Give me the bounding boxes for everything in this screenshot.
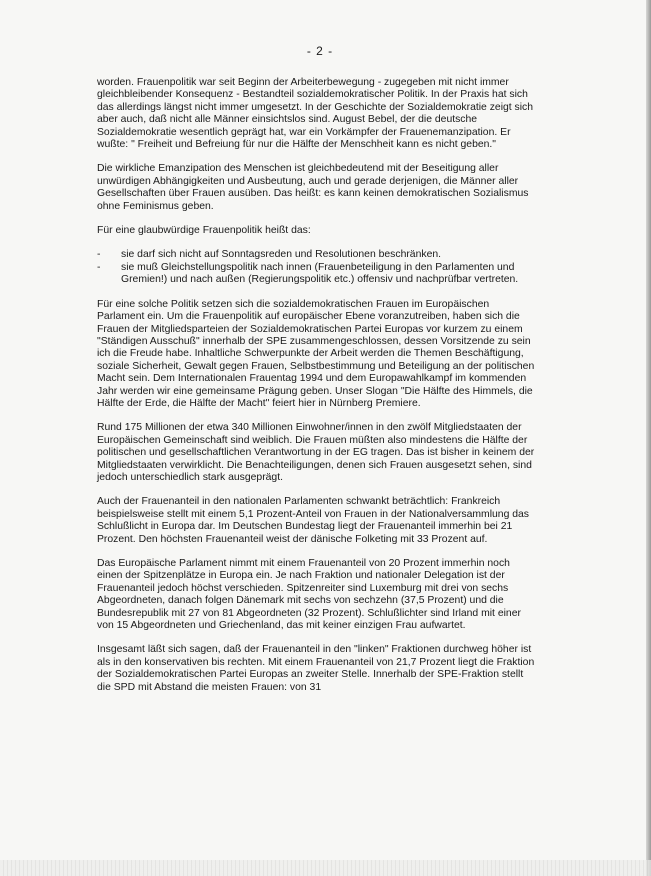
document-body bbox=[97, 77, 537, 706]
paragraph: Auch der Frauenanteil in den nationalen Parlamenten schwankt beträchtlich: Frankreich beispielsweise stellt mit einem 5,1 Prozent-Anteil von Frauen in der Nationalversammlung das Schlußlicht in Europa dar. Im Deutschen Bundestag liegt der Frauenanteil immerhin bei 21 Prozent. Den höchsten Frauenanteil weist der dänische Folketing mit 33 Prozent auf. bbox=[97, 496, 529, 545]
bullet-dash: - bbox=[97, 249, 101, 261]
paragraph: Die wirkliche Emanzipation des Menschen ist gleichbedeutend mit der Beseitigung aller unwürdigen Abhängigkeiten und Ausbeutung, auch und gerade derjenigen, die Männer aller Gesellschaften über Frauen ausüben. Das heißt: es kann keinen demokratischen Sozialismus ohne Feminismus geben. bbox=[97, 163, 529, 212]
bullet-list bbox=[97, 249, 537, 286]
bullet-text: sie darf sich nicht auf Sonntagsreden und Resolutionen beschränken. bbox=[121, 249, 442, 261]
paragraph: worden. Frauenpolitik war seit Beginn der Arbeiterbewegung - zugegeben mit nicht immer gleichbleibender Konsequenz - Bestandteil sozialdemokratischer Politik. In der Praxis hat sich das allerdings längst nicht immer umgesetzt. In der Geschichte der Sozialdemokratie zeigt sich aber auch, daß nicht alle Männer einsichtslos sind. August Bebel, der die deutsche Sozialdemokratie wesentlich geprägt hat, war ein Vorkämpfer der Frauenemanzipation. Er wußte: " Freiheit und Befreiung für nur die Hälfte der Menschheit kann es nicht geben." bbox=[97, 77, 534, 151]
paragraph: Rund 175 Millionen der etwa 340 Millionen Einwohner/innen in den zwölf Mitgliedstaaten der Europäischen Gemeinschaft sind weiblich. Die Frauen müßten also mindestens die Hälfte der politischen und gesellschaftlichen Verantwortung in der EG tragen. Das ist bisher in keinem der Mitgliedstaaten verwirklicht. Die Benachteiligungen, denen sich Frauen ausgesetzt sehen, sind jedoch unterschiedlich stark ausgeprägt. bbox=[97, 422, 535, 483]
paragraph: Für eine solche Politik setzen sich die sozialdemokratischen Frauen im Europäischen Parlament ein. Um die Frauenpolitik auf europäischer Ebene voranzutreiben, haben sich die Frauen der Mitgliedsparteien der Sozialdemokratischen Partei Europas vor kurzem zu einem "Ständigen Ausschuß" innerhalb der SPE zusammengeschlossen, dessen Vorsitzende zu sein ich die Freude habe. Inhaltliche Schwerpunkte der Arbeit werden die Themen Beschäftigung, soziale Sicherheit, Gewalt gegen Frauen, Selbstbestimmung und Beteiligung an der politischen Macht sein. Dem Internationalen Frauentag 1994 und dem Europawahlkampf im kommenden Jahr werden wir eine gemeinsame Prägung geben. Unser Slogan "Die Hälfte des Himmels, die Hälfte der Erde, die Hälfte der Macht" feiert hier in Nürnberg Premiere. bbox=[97, 298, 535, 409]
bullet-item bbox=[97, 262, 537, 287]
scan-edge bbox=[646, 0, 651, 876]
bullet-text: sie muß Gleichstellungspolitik nach innen (Frauenbeteiligung in den Parlamenten und Gremien!) und nach außen (Regierungspolitik etc.) offensiv und nachprüfbar vertreten. bbox=[121, 261, 519, 286]
page-number: - 2 - bbox=[306, 44, 334, 58]
bullet-dash: - bbox=[97, 261, 101, 273]
bullet-item bbox=[97, 249, 537, 261]
paragraph: Das Europäische Parlament nimmt mit einem Frauenanteil von 20 Prozent immerhin noch einen der Spitzenplätze in Europa ein. Je nach Fraktion und nationaler Delegation ist der Frauenanteil jedoch höchst verschieden. Spitzenreiter sind Luxemburg mit drei von sechs Abgeordneten, danach folgen Dänemark mit sechs von sechzehn (37,5 Prozent) und die Bundesrepublik mit 27 von 81 Abgeordneten (32 Prozent). Schlußlichter sind Irland mit einer von 15 Abgeordneten und Griechenland, das mit keiner einzigen Frau aufwartet. bbox=[97, 558, 521, 632]
paragraph: Für eine glaubwürdige Frauenpolitik heißt das: bbox=[97, 225, 311, 237]
paragraph: Insgesamt läßt sich sagen, daß der Frauenanteil in den "linken" Fraktionen durchweg höher ist als in den konservativen bis rechten. Mit einem Frauenanteil von 21,7 Prozent liegt die Fraktion der Sozialdemokratischen Partei Europas an zweiter Stelle. Innerhalb der SPE-Fraktion stellt die SPD mit Abstand die meisten Frauen: von 31 bbox=[97, 644, 535, 693]
scan-noise bbox=[0, 860, 651, 876]
